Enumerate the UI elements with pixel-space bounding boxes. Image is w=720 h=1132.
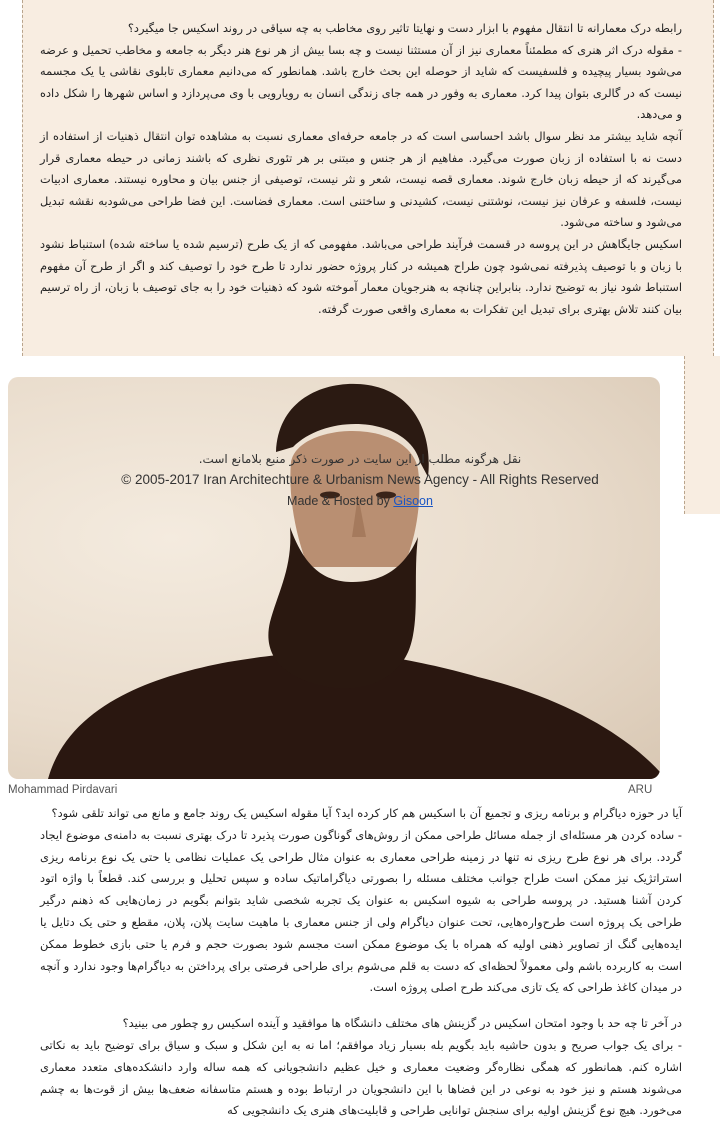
question-1: رابطه درک معمارانه تا انتقال مفهوم با ابزار دست و نهایتا تاثیر روی مخاطب به چه سیاقی در روند اسکیس جا میگیرد؟ [127, 21, 682, 35]
footer-copyright: © 2005-2017 Iran Architechture & Urbanism News Agency - All Rights Reserved [121, 472, 599, 487]
gisoon-link[interactable]: Gisoon [393, 494, 433, 508]
portrait-photo [8, 377, 660, 779]
article-bottom-text [40, 803, 682, 1122]
portrait-figure [8, 377, 660, 779]
article-top-text [40, 18, 682, 320]
footer-hosted-prefix: Made & Hosted by [287, 494, 394, 508]
answer-1-paragraph-2: آنچه شاید بیشتر مد نظر سوال باشد احساسی است که در جامعه حرفه‌ای معماری نسبت به مشاهده توان انتقال ذهنیات از استفاده از دست نه با استفاده از زبان صورت می‌گیرد. مفاهیم از هر جنس و مبتنی بر هر تئوری نظری که باشند زمانی در حیطه معماری قرار می‌گیرند که از حیطه زبان خارج شوند. معماری قصه نیست، شعر و نثر نیست، توصیفی از جنس بیان و محاوره نیستند. معماری ادبیات نیست، فلسفه و عرفان نیز نیست، نوشتنی نیست، کشیدنی و ساختنی است. معماری فضاست. این فضا طراحی می‌شودبه نقشه تبدیل می‌شود و ساخته می‌شود. [40, 128, 682, 230]
question-3: در آخر تا چه حد با وجود امتحان اسکیس در گزینش های مختلف دانشگاه ها موافقید و آینده اسکیس رو چطور می بینید؟ [122, 1016, 682, 1031]
answer-3: - برای یک جواب صریح و بدون حاشیه باید بگویم بله بسیار زیاد موافقم؛ اما نه به این شکل و سبک و سیاق برای توضیح باید به نکاتی اشاره کنم. همانطور که همگی نظاره‌گر وضعیت معماری و خیل عظیم دانشجویانی که همه ساله وارد دانشکده‌های متعدد معماری می‌شوند هستم و نیز خود به نوعی در این فضاها با این دانشجویان در ارتباط بوده و هستم متاسفانه ضعف‌ها بیش از قوت‌ها به چشم می‌خورد. هیچ نوع گزینش اولیه برای سنجش توانایی طراحی و قابلیت‌های هنری یک دانشجویی که [40, 1037, 682, 1118]
photo-caption-name: Mohammad Pirdavari [8, 784, 118, 796]
left-eye-shape [320, 492, 340, 499]
paragraph-gap [40, 999, 682, 1013]
answer-1-paragraph-1: - مقوله درک اثر هنری که مطمئناً معماری نیز از آن مستثنا نیست و چه بسا بیش از هر نوع هنر دیگر به جامعه و مخاطب تحمیل و عرضه می‌شود بسیار پیچیده و فلسفیست که شاید از حوصله این بحث خارج باشد. همانطور که می‌دانیم معماری تابلوی نقاشی یا یک مجسمه نیست که در گالری بتوان پیدا کرد. معماری به وفور در همه جای زندگی انسان به رویارویی با وی می‌پردازد و اساس شهرها را شکل داده و می‌دهد. [40, 42, 682, 122]
answer-2: - ساده کردن هر مسئله‌ای از جمله مسائل طراحی ممکن از روش‌های گوناگون صورت پذیرد تا درک بهتری نسبت به دامنه‌ی موضوع ایجاد گردد. برای هر نوع طرح ریزی نه تنها در زمینه طراحی معماری به عنوان مثال طراحی یک عملیات نظامی یا حتی یک نوع برنامه ریزی استراتژیک نیز ممکن است طراح جوانب مختلف مسئله را بصورتی دیاگراماتیک ساده و سپس تحلیل و بررسی کند. قطعاً با واژه اتود کردن آشنا هستید. در پروسه طراحی به شیوه اسکیس به عنوان یک تجربه شخصی شاید بتوانم بگویم در زمان‌هایی که ذهنم درگیر طراحی یک پروژه است طرح‌واره‌هایی، تحت عنوان دیاگرام ولی از جنس معماری با ماهیت سایت پلان، پلان، مقطع و حتی یک دتایل یا ایده‌هایی گنگ از تصاویر ذهنی اولیه که همراه با یک موضوع ممکن است مجسم شود بصورت حجم و فرم یا حتی بازی خطوط ممکن است به کاربرده باشم ولی معمولاً لحظه‌ای که دست به قلم می‌شوم برای طراحی فرصتی برای پرداختن به دیاگرام‌ها وجود ندارد و آنچه در میدان کاغذ طراحی که یک تازی می‌کند طرح اصلی پروژه است. [40, 827, 682, 995]
answer-1-paragraph-3: اسکیس جایگاهش در این پروسه در قسمت فرآیند طراحی می‌باشد. مفهومی که از یک طرح (ترسیم شده یا ساخته شده) استنباط نشود با زبان و با توصیف پذیرفته نمی‌شود چون طراح همیشه در کنار پروژه حضور ندارد تا طرح خود را توصیف کند و اگر از طرح آن مفهوم استنباط شود نیاز به توضیح ندارد. بنابراین چنانچه به هنرجویان معمار آموخته شود که ذهنیات خود را به جای توصیف با زبان، از راه ترسیم بیان کنند تلاش بهتری برای تبدیل این تفکرات به معماری واقعی صورت گرفته. [40, 236, 682, 316]
side-strip [684, 356, 720, 514]
footer-notice: نقل هرگونه مطلب از این سایت در صورت ذکر منبع بلامانع است. [198, 452, 522, 466]
photo-caption-source: ARU [628, 784, 653, 796]
question-2: آیا در حوزه دیاگرام و برنامه ریزی و تجمیع آن با اسکیس هم کار کرده اید؟ آیا مقوله اسکیس یک روند جامع و مانع می تواند تلقی شود؟ [51, 806, 682, 820]
